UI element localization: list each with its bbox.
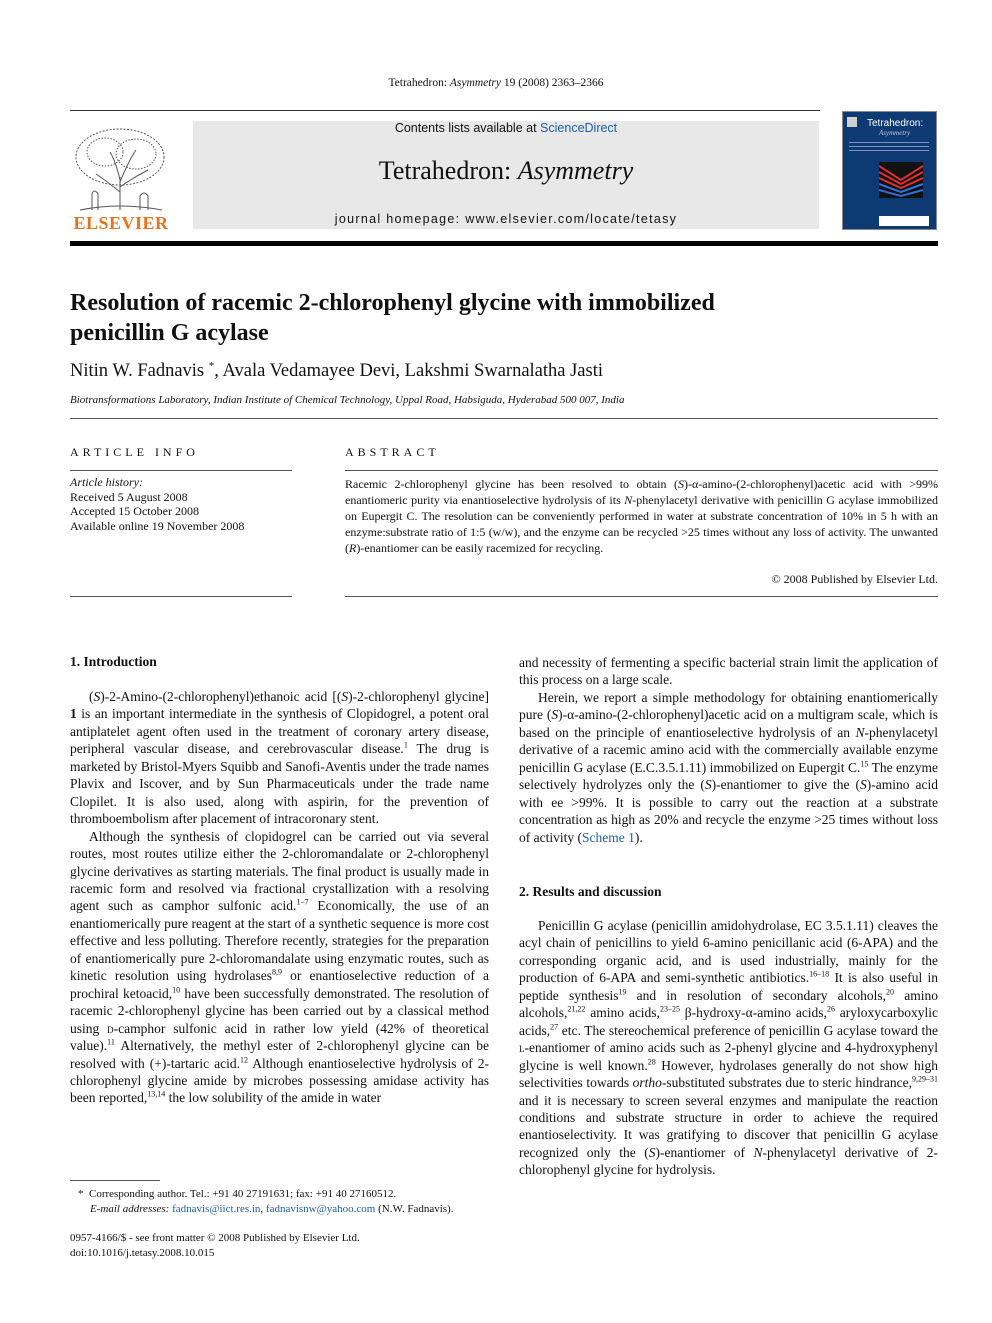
scheme-1-link[interactable]: Scheme 1 bbox=[581, 829, 635, 845]
email-link-2[interactable]: fadnavisnw@yahoo.com bbox=[265, 1202, 376, 1215]
cover-art-icon bbox=[879, 162, 923, 198]
issn-doi: 0957-4166/$ - see front matter © 2008 Published by Elsevier Ltd. doi:10.1016/j.tetasy.2008.10.015 bbox=[70, 1232, 360, 1259]
results-heading: 2. Results and discussion bbox=[519, 884, 662, 899]
intro-text-left: (S)-2-Amino-(2-chlorophenyl)ethanoic acid [(S)-2-chlorophenyl glycine] 1 is an important intermediate in the synthesis of Clopidogrel, a potent oral antiplatelet agent often used in the treatment of coronary artery disease, peripheral vascular disease, and cerebrovascular disease.$^1$ The drug is marketed by Bristol-Myers Squibb and Sanofi-Aventis under the trade names Plavix and Iscover, and by Sun Pharmaceuticals under the trade name Clopilet. It is also used, along with aspirin, for the prevention of thromboembolism after placement of intracoronary stent. Although the synthesis of clopidogrel can be carried out via several routes, most routes utilize either the 2-chloromandalate or 2-chlorophenyl glycine derivatives as starting materials. The final product is usually made in racemic form and resolved via fractional crystallization with a resolving agent such as camphor sulfonic acid.$^{1-7}$ Economically, the use of an enantiomerically pure reagent at the start of a synthetic sequence is more cost effective and less polluting. Therefore recently, strategies for the preparation of enantiomerically pure 2-chloromandalate using enzymatic routes, such as kinetic resolution using hydrolases$^{8,9}$ or enantioselective reduction of a prochiral ketoacid,$^{10}$ have been successfully demonstrated. The resolution of racemic 2-chlorophenyl glycine has been carried out by a classical method using d-camphor sulfonic acid in rather low yield (42% of theoretical value).$^{11}$ Alternatively, the methyl ester of 2-chlorophenyl glycine can be resolved with (+)-tartaric acid.$^{12}$ Although enantioselective hydrolysis of 2-chlorophenyl glycine amide by microbes possessing amidase activity has been reported,$^{13,14}$ the low solubility of the amide in water bbox=[70, 689, 490, 1106]
abstract-heading: ABSTRACT bbox=[345, 445, 440, 459]
intro-heading: 1. Introduction bbox=[70, 654, 157, 669]
cover-footer bbox=[879, 216, 929, 226]
email-link-1[interactable]: fadnavis@iict.res.in bbox=[172, 1202, 261, 1215]
journal-title: Tetrahedron: Asymmetry bbox=[378, 156, 634, 185]
cover-logo-icon bbox=[847, 117, 857, 127]
article-info-heading: ARTICLE INFO bbox=[70, 445, 199, 459]
sciencedirect-link[interactable]: ScienceDirect bbox=[540, 121, 618, 135]
results-text: Penicillin G acylase (penicillin amidohydrolase, EC 3.5.1.11) cleaves the acyl chain of penicillins to yield 6-amino penicillanic acid (6-APA) and the corresponding organic acid, and is used industrially, mainly for the production of 6-APA and semi-synthetic antibiotics.$^{16-18}$ It is also useful in peptide synthesis$^{19}$ and in resolution of secondary alcohols,$^{20}$ amino alcohols,$^{21,22}$ amino acids,$^{23-25}$ β-hydroxy-α-amino acids,$^{26}$ aryloxycarboxylic acids,$^{27}$ etc. The stereochemical preference of penicillin G acylase toward the l-enantiomer of amino acids such as 2-phenyl glycine and 4-hydroxyphenyl glycine is well known.$^{28}$ However, hydrolases generally do not show high selectivities towards ortho-substituted substrates due to steric hindrance,$^{9,29-31}$ and it is necessary to screen several enzymes and manipulate the reaction conditions and substrate structure in order to achieve the required enantioselectivity. It was gratifying to discover that penicillin G acylase recognized only the (S)-enantiomer of N-phenylacetyl derivative of 2-chlorophenyl glycine for hydrolysis. bbox=[519, 918, 939, 1178]
journal-reference: Tetrahedron: Asymmetry 19 (2008) 2363–2366 bbox=[388, 77, 604, 89]
journal-homepage[interactable]: journal homepage: www.elsevier.com/locate/tetasy bbox=[334, 212, 678, 226]
elsevier-logo-text: ELSEVIER bbox=[73, 213, 169, 233]
abstract-copyright: © 2008 Published by Elsevier Ltd. bbox=[771, 572, 938, 586]
footnote: * Corresponding author. Tel.: +91 40 27191631; fax: +91 40 27160512. E-mail addresses: fadnavis@iict.res.in, fadnavisnw@yahoo.com (N.W. Fadnavis). bbox=[78, 1188, 454, 1215]
article-title: Resolution of racemic 2-chlorophenyl glycine with immobilized penicillin G acylase bbox=[70, 290, 715, 346]
cover-title: Tetrahedron: bbox=[867, 118, 924, 129]
contents-line: Contents lists available at ScienceDirect bbox=[394, 121, 618, 135]
corresponding-mark: * bbox=[208, 359, 215, 372]
affiliation-rule bbox=[70, 418, 938, 419]
header-thick-rule bbox=[70, 241, 938, 246]
affiliation: Biotransformations Laboratory, Indian Institute of Chemical Technology, Uppal Road, Habsiguda, Hyderabad 500 007, India bbox=[70, 394, 625, 406]
header-rule bbox=[70, 110, 820, 111]
article-history: Article history: Received 5 August 2008 Accepted 15 October 2008 Available online 19 November 2008 bbox=[70, 475, 245, 533]
intro-text-right: and necessity of fermenting a specific bacterial strain limit the application of this process on a large scale. Herein, we report a simple methodology for obtaining enantiomerically pure (S)-α-amino-(2-chlorophenyl)acetic acid on a multigram scale, which is based on the principle of enantioselective hydrolysis of an N-phenylacetyl derivative of a racemic amino acid with the commercially available enzyme penicillin G acylase (E.C.3.5.1.11) immobilized on Eupergit C.$^{15}$ The enzyme selectively hydrolyzes only the (S)-enantiomer to give the (S)-amino acid with ee >99%. It is possible to carry out the reaction at a substrate concentration as high as 20% and recycle the enzyme >25 times without loss of activity (Scheme 1). bbox=[519, 655, 938, 845]
cover-subtitle: Asymmetry bbox=[879, 129, 911, 137]
abstract-text: Racemic 2-chlorophenyl glycine has been resolved to obtain (S)-α-amino-(2-chlorophenyl)acetic acid with >99% enantiomeric purity via enantioselective hydrolysis of its N-phenylacetyl derivative with penicillin G acylase immobilized on Eupergit C. The resolution can be conveniently performed in water at substrate concentration of 10% in 5 h with an enzyme:substrate ratio of 1:5 (w/w), and the enzyme can be recycled >25 times without any loss of activity. The unwanted (R)-enantiomer can be easily racemized for recycling. bbox=[345, 477, 938, 555]
authors: Nitin W. Fadnavis *, Avala Vedamayee Devi, Lakshmi Swarnalatha Jasti bbox=[70, 359, 603, 381]
journal-cover-image bbox=[842, 111, 937, 230]
